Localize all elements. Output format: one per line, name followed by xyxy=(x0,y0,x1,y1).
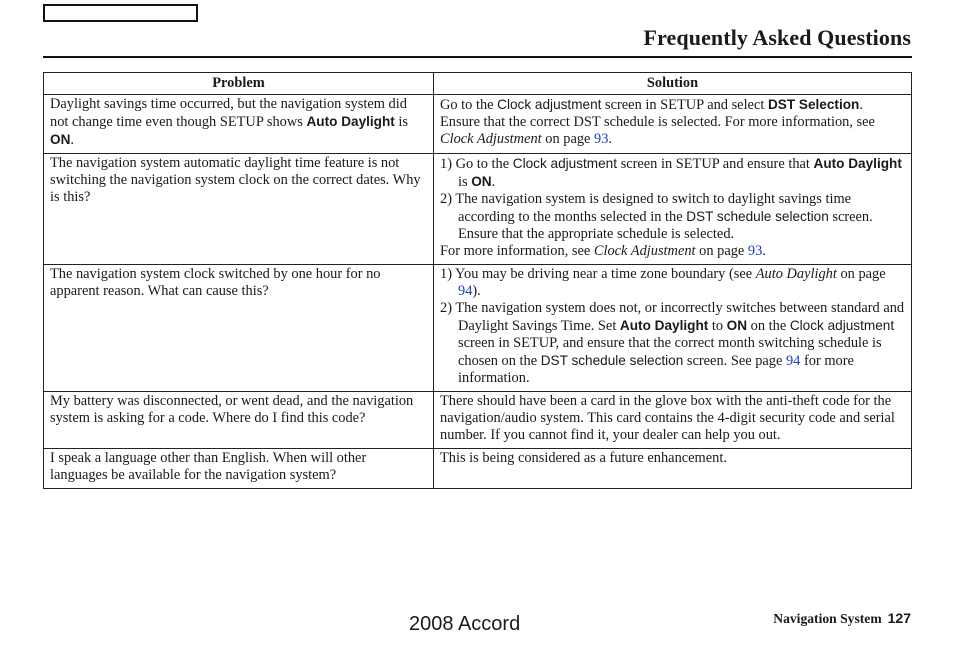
title-rule xyxy=(43,56,912,58)
page-link[interactable]: 93 xyxy=(594,131,609,147)
text-segment: The navigation system automatic daylight time feature is not switching the navigation system clock on the correct dates. Why is this? xyxy=(50,155,421,205)
problem-text xyxy=(50,450,427,484)
table-row xyxy=(44,95,912,154)
text-segment: on page xyxy=(695,243,748,259)
page-link[interactable]: 93 xyxy=(747,243,763,259)
page-number: 127 xyxy=(887,610,911,626)
text-segment: is xyxy=(458,174,472,190)
text-segment: Auto Daylight xyxy=(619,318,709,333)
page-title: Frequently Asked Questions xyxy=(643,25,911,50)
text-segment: Clock adjustment xyxy=(512,156,618,171)
text-segment: ). xyxy=(472,283,481,299)
text-segment: For more information, see xyxy=(440,243,594,259)
text-segment: DST Selection xyxy=(767,97,860,112)
text-segment: . xyxy=(762,243,766,259)
text-segment: Auto Daylight xyxy=(755,266,837,282)
text-segment: I speak a language other than English. When will other languages be available for the navigation system? xyxy=(50,450,367,483)
solution-paragraph xyxy=(440,96,905,148)
footer-section-name: Navigation System xyxy=(773,611,882,626)
problem-cell xyxy=(44,95,434,154)
text-segment: screen in SETUP, and ensure that the correct month switching schedule is chosen on the xyxy=(458,335,882,369)
faq-table xyxy=(43,72,912,489)
text-segment: Clock adjustment xyxy=(789,318,895,333)
section-tab-box xyxy=(43,4,198,22)
solution-paragraph xyxy=(440,300,905,387)
page-link[interactable]: 94 xyxy=(785,353,801,369)
problem-cell xyxy=(44,154,434,265)
text-segment: ON xyxy=(726,318,748,333)
table-row xyxy=(44,449,912,489)
solution-paragraph xyxy=(440,191,905,243)
text-segment: ON xyxy=(471,174,492,189)
text-segment: 1) You may be driving near a time zone boundary (see xyxy=(440,266,756,282)
solution-paragraph xyxy=(440,243,905,260)
text-segment: screen. Ensure that the appropriate schedule is selected. xyxy=(458,209,873,242)
problem-cell xyxy=(44,265,434,392)
text-segment: This is being considered as a future enhancement. xyxy=(440,450,727,466)
problem-column-header: Problem xyxy=(44,73,434,95)
text-segment: There should have been a card in the glove box with the anti-theft code for the navigation/audio system. This card contains the 4-digit security code and serial number. If you cannot find it, your dealer can help you out. xyxy=(440,393,895,443)
text-segment: Auto Daylight xyxy=(813,156,902,171)
text-segment: . Ensure that the correct DST schedule is selected. For more information, see xyxy=(440,97,875,130)
problem-text xyxy=(50,266,427,300)
text-segment: My battery was disconnected, or went dead, and the navigation system is asking for a code. Where do I find this code? xyxy=(50,393,414,426)
text-segment: on the xyxy=(747,318,790,334)
text-segment: DST schedule selection xyxy=(686,209,829,224)
page-link[interactable]: 94 xyxy=(458,283,473,299)
text-segment: DST schedule selection xyxy=(540,353,684,368)
text-segment: Clock Adjustment xyxy=(440,131,542,147)
solution-cell xyxy=(434,265,912,392)
solution-cell xyxy=(434,154,912,265)
text-segment: ON xyxy=(50,132,71,147)
solution-cell xyxy=(434,95,912,154)
text-segment: screen. See page xyxy=(683,353,786,369)
table-row xyxy=(44,154,912,265)
text-segment: 1) Go to the xyxy=(440,156,513,172)
table-row xyxy=(44,392,912,449)
model-label: 2008 Accord xyxy=(409,613,521,635)
text-segment: on page xyxy=(836,266,886,282)
problem-text xyxy=(50,155,427,206)
problem-cell xyxy=(44,392,434,449)
text-segment: 2) The navigation system does not, or incorrectly switches between standard and Daylight Savings Time. Set xyxy=(440,300,905,334)
footer-section-label xyxy=(773,610,911,627)
text-segment: Go to the xyxy=(440,97,498,113)
solution-paragraph xyxy=(440,450,905,467)
text-segment: Daylight savings time occurred, but the navigation system did not change time even though SETUP shows xyxy=(50,96,407,130)
text-segment: The navigation system clock switched by one hour for no apparent reason. What can cause this? xyxy=(50,266,381,299)
problem-cell xyxy=(44,449,434,489)
faq-table-body xyxy=(44,95,912,489)
solution-cell xyxy=(434,392,912,449)
text-segment: . xyxy=(70,132,74,148)
solution-cell xyxy=(434,449,912,489)
text-segment: screen in SETUP and select xyxy=(601,97,768,113)
text-segment: . xyxy=(608,131,613,147)
text-segment: for more information. xyxy=(458,353,854,386)
text-segment: screen in SETUP and ensure that xyxy=(617,156,814,172)
problem-text xyxy=(50,96,427,149)
solution-paragraph xyxy=(440,155,905,191)
solution-paragraph xyxy=(440,393,905,444)
solution-column-header: Solution xyxy=(434,73,912,95)
table-header-row xyxy=(44,73,912,95)
text-segment: 2) The navigation system is designed to switch to daylight savings time according to the months selected in the xyxy=(440,191,852,225)
solution-paragraph xyxy=(440,266,905,300)
text-segment: on page xyxy=(541,131,595,147)
problem-text xyxy=(50,393,427,427)
text-segment: Clock adjustment xyxy=(497,97,602,112)
text-segment: . xyxy=(491,174,496,190)
table-row xyxy=(44,265,912,392)
text-segment: Auto Daylight xyxy=(306,114,395,129)
text-segment: Clock Adjustment xyxy=(593,243,696,259)
text-segment: is xyxy=(394,114,409,130)
text-segment: to xyxy=(708,318,727,334)
